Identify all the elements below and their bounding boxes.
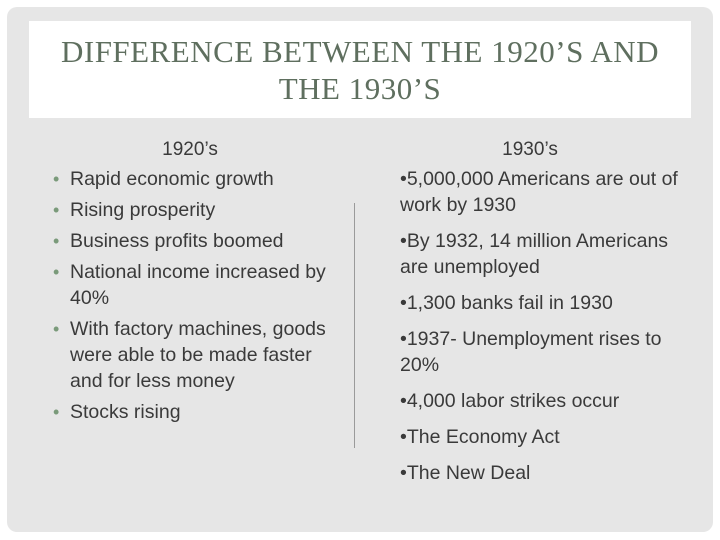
bullet-icon: • [53, 169, 60, 189]
slide-title: DIFFERENCE BETWEEN THE 1920’S AND THE 1930’S [60, 33, 660, 106]
list-item: •By 1932, 14 million Americans are unemployed [400, 230, 669, 278]
list-item-text: National income increased by 40% [70, 261, 326, 309]
list-item-text: Rapid economic growth [70, 168, 274, 190]
list-item: •4,000 labor strikes occur [400, 390, 620, 412]
bullet-icon: • [53, 231, 60, 251]
right-column-list [400, 166, 690, 496]
list-item [52, 316, 337, 394]
left-column-list [52, 166, 337, 430]
list-item-text: Business profits boomed [70, 230, 284, 252]
bullet-icon: • [53, 262, 60, 282]
list-item [52, 259, 337, 311]
list-item: •The New Deal [400, 462, 531, 484]
list-item: •1937- Unemployment rises to 20% [400, 328, 662, 376]
left-column-heading: 1920’s [162, 139, 218, 160]
list-item [52, 166, 337, 192]
title-box [29, 21, 691, 118]
column-divider [354, 203, 355, 448]
list-item [52, 197, 337, 223]
list-item-text: With factory machines, goods were able to be made faster and for less money [70, 318, 326, 392]
bullet-icon: • [53, 200, 60, 220]
bullet-icon: • [53, 402, 60, 422]
list-item [52, 399, 337, 425]
list-item: •5,000,000 Americans are out of work by 1930 [400, 168, 678, 216]
list-item-text: Rising prosperity [70, 199, 216, 221]
right-column-heading: 1930’s [502, 139, 558, 160]
list-item-text: Stocks rising [70, 401, 181, 423]
list-item [52, 228, 337, 254]
bullet-icon: • [53, 319, 60, 339]
list-item: •1,300 banks fail in 1930 [400, 292, 613, 314]
list-item: •The Economy Act [400, 426, 560, 448]
